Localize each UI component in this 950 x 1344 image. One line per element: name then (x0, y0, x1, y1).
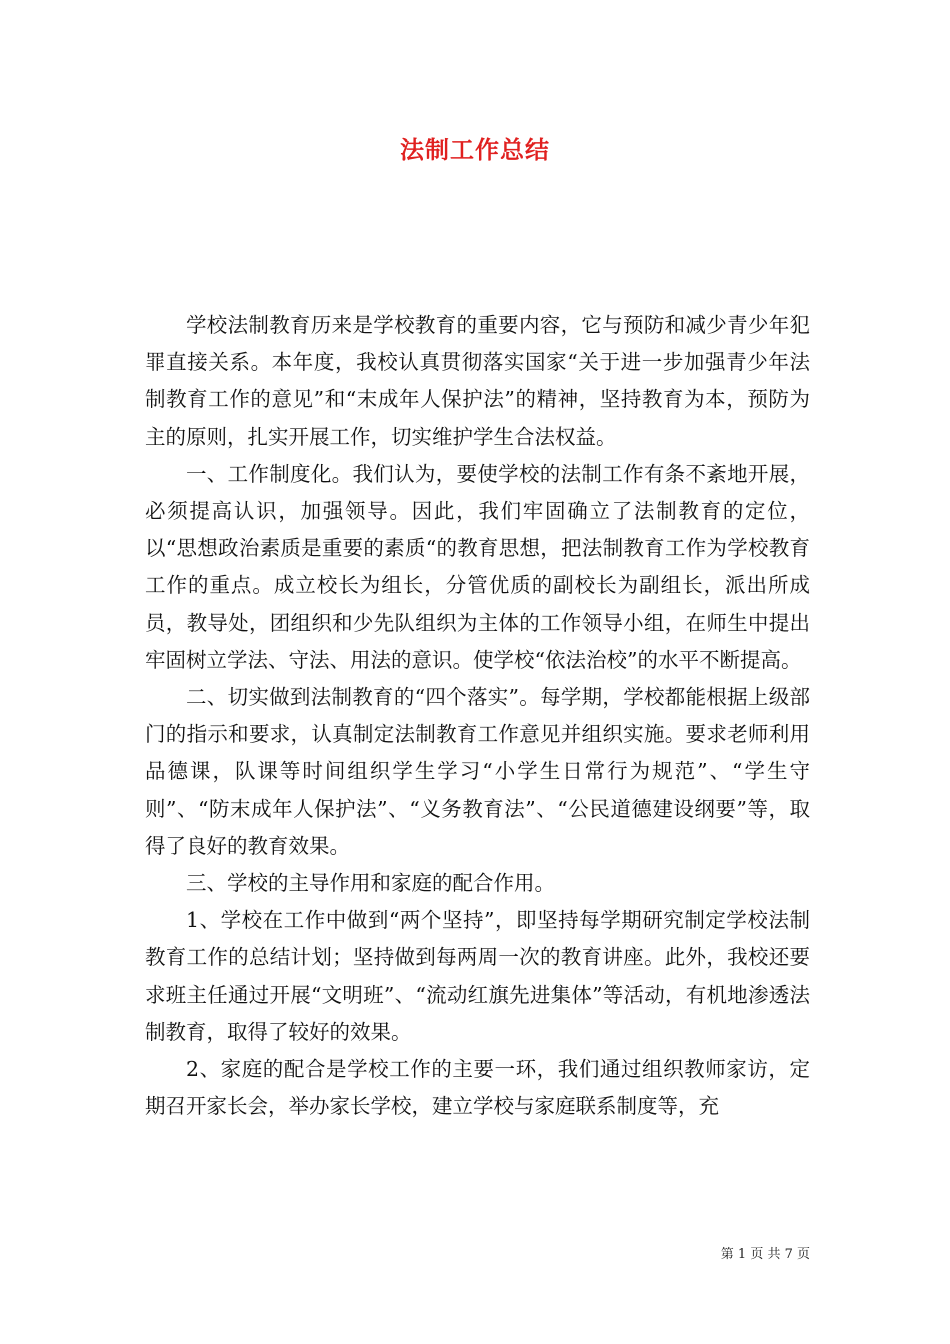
paragraph-section-3: 三、学校的主导作用和家庭的配合作用。 (186, 871, 555, 896)
paragraph-section-3-item-1: 1、学校在工作中做到“两个坚持”，即坚持每学期研究制定学校法制教育工作的总结计划；坚持做到每两周一次的教育讲座。此外，我校还要求班主任通过开展“文明班”、“流动红旗先进集体”等活动，有机地渗透法制教育，取得了较好的效果。 (145, 908, 810, 1044)
paragraph-intro: 学校法制教育历来是学校教育的重要内容，它与预防和减少青少年犯罪直接关系。本年度，我校认真贯彻落实国家“关于进一步加强青少年法制教育工作的意见”和“末成年人保护法”的精神，坚持教育为本，预防为主的原则，扎实开展工作，切实维护学生合法权益。 (145, 313, 810, 449)
document-body (145, 307, 810, 1125)
paragraph-section-1: 一、工作制度化。我们认为，要使学校的法制工作有条不紊地开展，必须提高认识，加强领导。因此，我们牢固确立了法制教育的定位，以“思想政治素质是重要的素质“的教育思想，把法制教育工作为学校教育工作的重点。成立校长为组长，分管优质的副校长为副组长，派出所成员，教导处，团组织和少先队组织为主体的工作领导小组，在师生中提出牢固树立学法、守法、用法的意识。使学校“依法治校”的水平不断提高。 (145, 461, 810, 672)
page-number: 第 1 页 共 7 页 (720, 1247, 810, 1262)
document-title: 法制工作总结 (400, 135, 550, 164)
paragraph-section-3-item-2: 2、家庭的配合是学校工作的主要一环，我们通过组织教师家访，定期召开家长会，举办家长学校，建立学校与家庭联系制度等，充 (145, 1057, 810, 1119)
paragraph-section-2: 二、切实做到法制教育的“四个落实”。每学期，学校都能根据上级部门的指示和要求，认真制定法制教育工作意见并组织实施。要求老师利用品德课，队课等时间组织学生学习“小学生日常行为规范”、“学生守则”、“防末成年人保护法”、“义务教育法”、“公民道德建设纲要”等，取得了良好的教育效果。 (145, 685, 810, 858)
